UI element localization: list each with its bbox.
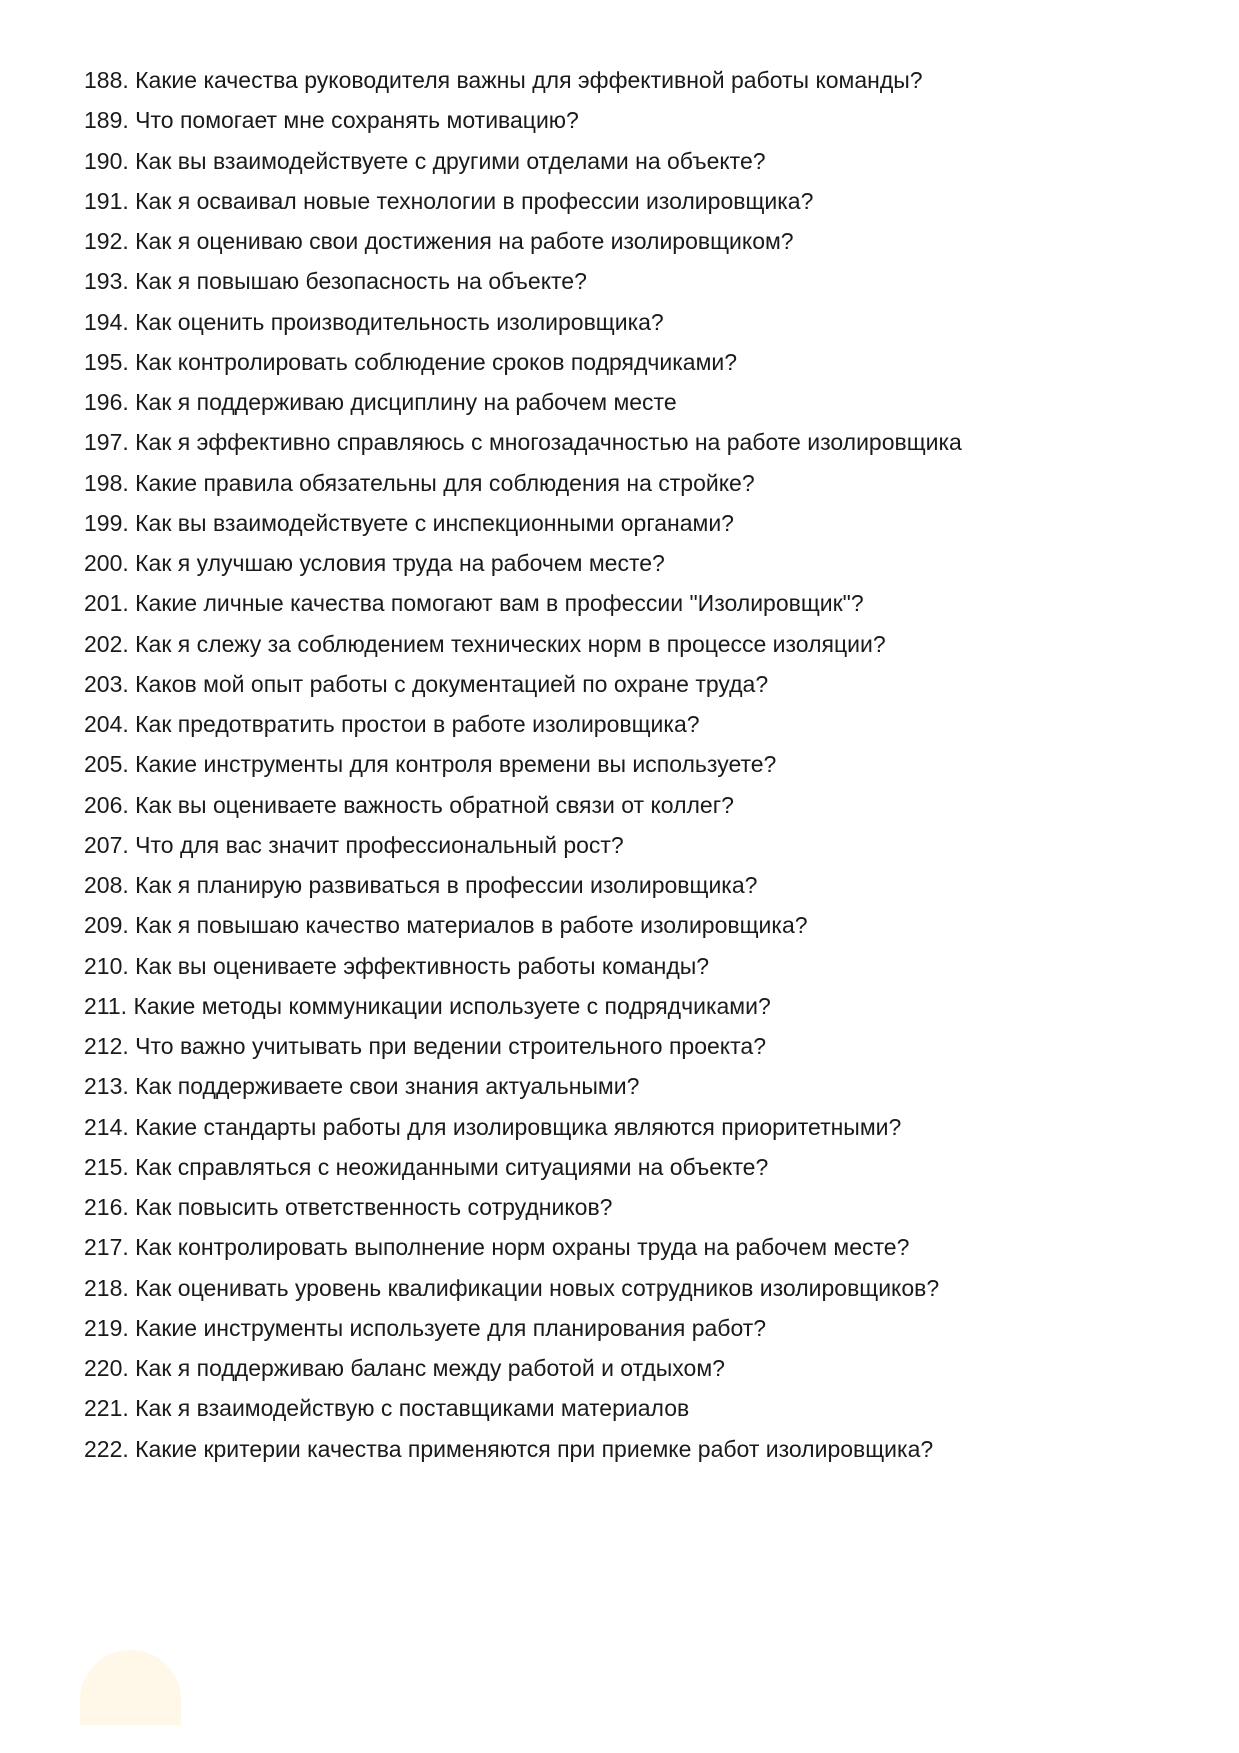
question-number: 207. <box>84 831 129 858</box>
question-number: 204. <box>84 711 129 737</box>
question-number: 200. <box>84 550 129 576</box>
list-item <box>84 785 962 825</box>
question-number: 192. <box>84 228 129 254</box>
question-number: 202. <box>84 630 129 657</box>
list-item <box>84 1388 962 1428</box>
list-item <box>84 946 962 986</box>
list-item <box>84 1348 962 1388</box>
list-item <box>84 704 962 744</box>
question-number: 212. <box>84 1033 129 1059</box>
question-text: Как повысить ответственность сотрудников? <box>135 1194 613 1220</box>
question-number: 222. <box>84 1435 129 1462</box>
list-item <box>84 261 962 301</box>
list-item <box>84 382 962 422</box>
list-item <box>84 624 962 664</box>
question-text: Что важно учитывать при ведении строительного проекта? <box>135 1033 766 1059</box>
question-number: 195. <box>84 348 129 375</box>
list-item <box>84 1227 962 1267</box>
question-text: Как контролировать выполнение норм охраны труда на рабочем месте? <box>135 1234 910 1261</box>
list-item <box>84 664 962 704</box>
list-item <box>84 825 962 865</box>
list-item <box>84 1429 962 1469</box>
question-number: 215. <box>84 1153 129 1180</box>
list-item <box>84 463 962 503</box>
list-item <box>84 181 962 221</box>
question-number: 199. <box>84 509 129 536</box>
question-text: Как я поддерживаю баланс между работой и отдыхом? <box>135 1355 725 1381</box>
question-number: 213. <box>84 1073 129 1100</box>
question-text: Как я повышаю безопасность на объекте? <box>135 268 587 295</box>
list-item <box>84 302 962 342</box>
question-number: 217. <box>84 1234 129 1261</box>
question-text: Как я улучшаю условия труда на рабочем месте? <box>135 550 665 576</box>
question-text: Как вы оцениваете важность обратной связи от коллег? <box>135 791 734 818</box>
question-text: Как я оцениваю свои достижения на работе изолировщиком? <box>135 228 794 254</box>
question-text: Как вы оцениваете эффективность работы команды? <box>135 952 710 979</box>
list-item <box>84 60 962 100</box>
question-text: Какие инструменты для контроля времени вы используете? <box>135 751 777 778</box>
question-number: 188. <box>84 67 129 93</box>
question-number: 190. <box>84 147 129 174</box>
question-number: 196. <box>84 389 129 415</box>
question-text: Как контролировать соблюдение сроков подрядчиками? <box>135 348 738 375</box>
question-text: Как я повышаю качество материалов в работе изолировщика? <box>135 912 808 939</box>
list-item <box>84 1147 962 1187</box>
question-text: Как оценить производительность изолировщика? <box>135 308 664 335</box>
question-number: 210. <box>84 952 129 979</box>
list-item <box>84 865 962 905</box>
question-text: Как я эффективно справляюсь с многозадачностью на работе изолировщика <box>135 429 962 456</box>
list-item <box>84 503 962 543</box>
question-number: 189. <box>84 107 129 134</box>
question-text: Какие инструменты используете для планирования работ? <box>135 1314 767 1341</box>
question-number: 197. <box>84 429 129 456</box>
question-text: Какие критерии качества применяются при приемке работ изолировщика? <box>135 1435 934 1462</box>
question-number: 193. <box>84 268 129 295</box>
question-text: Как справляться с неожиданными ситуациями на объекте? <box>135 1153 769 1180</box>
list-item <box>84 543 962 583</box>
question-text: Какие качества руководителя важны для эффективной работы команды? <box>135 67 923 93</box>
list-item <box>84 100 962 140</box>
question-text: Как я планирую развиваться в профессии изолировщика? <box>135 872 758 898</box>
question-number: 201. <box>84 590 129 617</box>
list-item <box>84 905 962 945</box>
question-number: 191. <box>84 187 129 214</box>
list-item <box>84 583 962 623</box>
question-text: Какие личные качества помогают вам в профессии "Изолировщик"? <box>135 590 864 617</box>
list-item <box>84 1107 962 1147</box>
question-text: Что помогает мне сохранять мотивацию? <box>135 107 579 134</box>
list-item <box>84 342 962 382</box>
question-number: 206. <box>84 791 129 818</box>
decorative-corner-shape <box>80 1650 181 1725</box>
question-number: 218. <box>84 1274 129 1301</box>
question-number: 203. <box>84 670 129 697</box>
question-number: 205. <box>84 751 129 778</box>
list-item <box>84 221 962 261</box>
list-item <box>84 422 962 462</box>
question-text: Каков мой опыт работы с документацией по охране труда? <box>135 670 769 697</box>
list-item <box>84 1268 962 1308</box>
question-text: Как я поддерживаю дисциплину на рабочем месте <box>135 389 677 415</box>
question-text: Какие методы коммуникации используете с подрядчиками? <box>133 992 771 1019</box>
list-item <box>84 1187 962 1227</box>
question-number: 220. <box>84 1355 129 1381</box>
question-text: Как я слежу за соблюдением технических норм в процессе изоляции? <box>135 630 886 657</box>
question-number: 214. <box>84 1113 129 1140</box>
question-number: 221. <box>84 1395 129 1422</box>
list-item <box>84 1066 962 1106</box>
question-text: Какие стандарты работы для изолировщика являются приоритетными? <box>135 1113 902 1140</box>
question-number: 194. <box>84 308 129 335</box>
question-text: Как я взаимодействую с поставщиками материалов <box>135 1395 690 1422</box>
question-text: Как оценивать уровень квалификации новых сотрудников изолировщиков? <box>135 1274 940 1301</box>
list-item <box>84 1308 962 1348</box>
question-number: 216. <box>84 1194 129 1220</box>
question-number: 211. <box>84 992 128 1019</box>
list-item <box>84 1026 962 1066</box>
list-item <box>84 141 962 181</box>
list-item <box>84 744 962 784</box>
question-text: Как вы взаимодействуете с инспекционными органами? <box>135 509 734 536</box>
question-text: Как поддерживаете свои знания актуальными? <box>135 1073 640 1100</box>
question-text: Как вы взаимодействуете с другими отделами на объекте? <box>135 147 766 174</box>
question-number: 219. <box>84 1314 129 1341</box>
question-text: Что для вас значит профессиональный рост? <box>135 831 624 858</box>
question-text: Как я осваивал новые технологии в профессии изолировщика? <box>135 187 814 214</box>
question-number: 209. <box>84 912 129 939</box>
question-number: 208. <box>84 872 129 898</box>
question-text: Какие правила обязательны для соблюдения на стройке? <box>135 469 755 496</box>
list-item <box>84 986 962 1026</box>
question-text: Как предотвратить простои в работе изолировщика? <box>135 711 700 737</box>
question-number: 198. <box>84 469 129 496</box>
question-list <box>84 60 962 1469</box>
